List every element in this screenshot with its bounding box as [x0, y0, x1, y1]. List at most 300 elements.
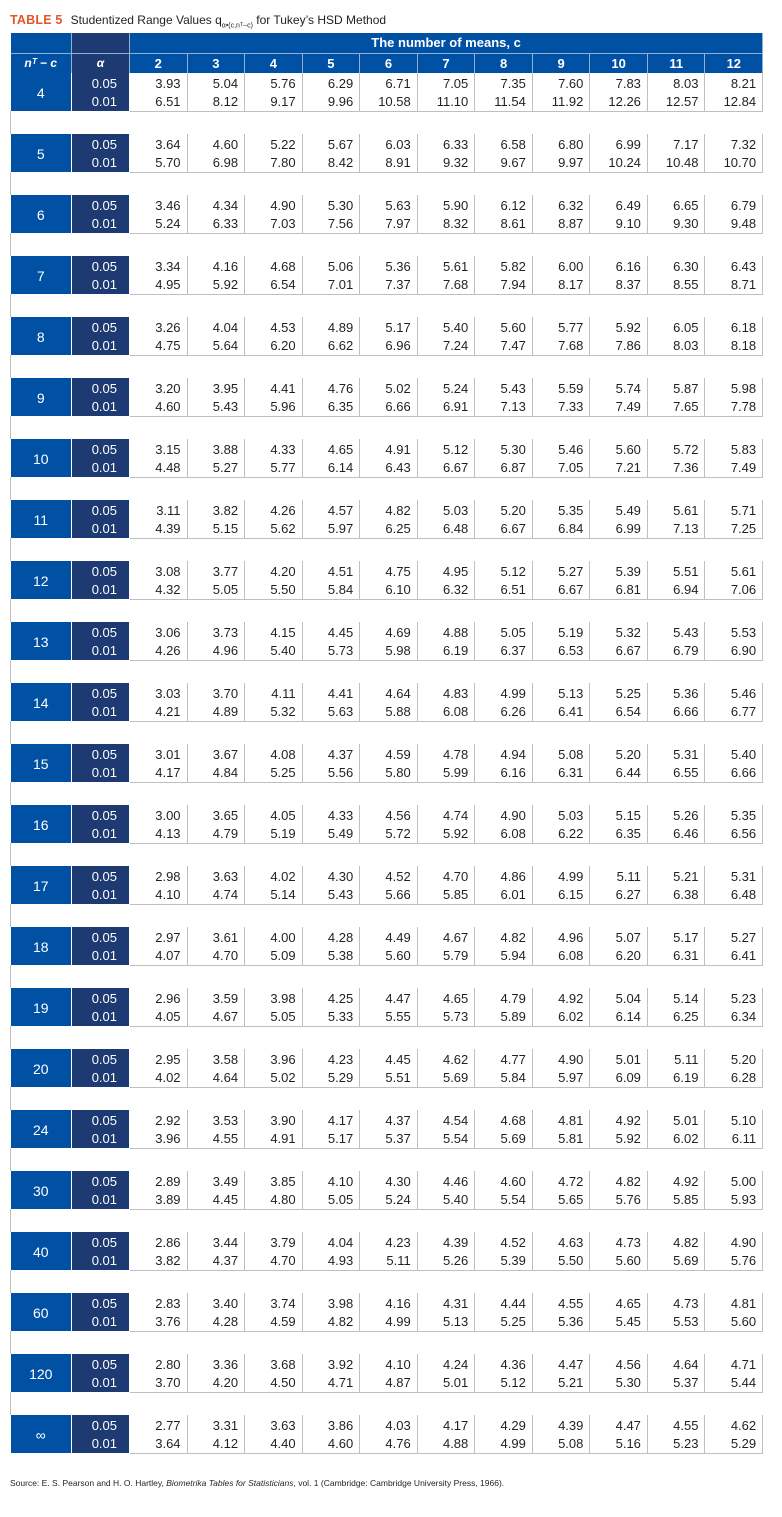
table-row — [11, 622, 763, 641]
q-value-cell: 7.05 — [417, 73, 475, 92]
q-value-cell: 3.46 — [130, 195, 188, 214]
q-value-cell: 4.67 — [417, 927, 475, 946]
q-value-cell: 5.92 — [417, 824, 475, 843]
q-value-cell: 7.17 — [647, 134, 705, 153]
q-value-cell: 9.67 — [475, 153, 533, 172]
q-value-cell: 3.67 — [187, 744, 245, 763]
q-value-cell: 4.99 — [532, 866, 590, 885]
column-header: 5 — [302, 53, 360, 73]
q-value-cell: 2.96 — [130, 988, 188, 1007]
q-value-cell: 11.92 — [532, 92, 590, 111]
q-value-cell: 5.23 — [705, 988, 763, 1007]
q-value-cell: 2.98 — [130, 866, 188, 885]
q-value-cell: 4.39 — [130, 519, 188, 538]
q-value-cell: 5.51 — [647, 561, 705, 580]
q-value-cell: 5.70 — [130, 153, 188, 172]
q-value-cell: 7.01 — [302, 275, 360, 294]
q-value-cell: 5.71 — [705, 500, 763, 519]
q-value-cell: 5.62 — [245, 519, 303, 538]
q-value-cell: 5.94 — [475, 946, 533, 965]
table-row — [11, 1049, 763, 1068]
alpha-value: 0.01 — [72, 1434, 130, 1453]
q-value-cell: 4.52 — [360, 866, 418, 885]
table-row — [11, 683, 763, 702]
q-value-cell: 4.91 — [360, 439, 418, 458]
q-value-cell: 5.08 — [532, 1434, 590, 1453]
table-row — [11, 1415, 763, 1434]
q-value-cell: 8.55 — [647, 275, 705, 294]
df-label: 20 — [11, 1049, 72, 1087]
q-value-cell: 3.64 — [130, 134, 188, 153]
q-value-cell: 2.86 — [130, 1232, 188, 1251]
q-value-cell: 6.98 — [187, 153, 245, 172]
alpha-value: 0.05 — [72, 744, 130, 763]
q-value-cell: 5.83 — [705, 439, 763, 458]
q-value-cell: 5.76 — [705, 1251, 763, 1270]
table-row — [11, 763, 763, 782]
spacer-cell — [11, 1331, 763, 1354]
q-value-cell: 3.63 — [245, 1415, 303, 1434]
q-value-cell: 3.61 — [187, 927, 245, 946]
q-value-cell: 6.16 — [475, 763, 533, 782]
row-header-label: nᵀ − c — [11, 53, 72, 73]
spacer-cell — [11, 1087, 763, 1110]
q-value-cell: 4.10 — [130, 885, 188, 904]
q-value-cell: 4.16 — [187, 256, 245, 275]
q-value-cell: 5.39 — [475, 1251, 533, 1270]
q-value-cell: 3.70 — [187, 683, 245, 702]
q-value-cell: 6.27 — [590, 885, 648, 904]
q-value-cell: 3.85 — [245, 1171, 303, 1190]
q-value-cell: 8.61 — [475, 214, 533, 233]
q-value-cell: 2.97 — [130, 927, 188, 946]
q-value-cell: 7.47 — [475, 336, 533, 355]
q-value-cell: 5.11 — [360, 1251, 418, 1270]
q-value-cell: 4.92 — [532, 988, 590, 1007]
q-value-cell: 5.20 — [705, 1049, 763, 1068]
alpha-value: 0.05 — [72, 866, 130, 885]
q-value-cell: 4.41 — [302, 683, 360, 702]
q-value-cell: 4.02 — [245, 866, 303, 885]
q-value-cell: 3.68 — [245, 1354, 303, 1373]
q-value-cell: 4.84 — [187, 763, 245, 782]
q-value-cell: 6.35 — [590, 824, 648, 843]
q-value-cell: 5.15 — [590, 805, 648, 824]
q-value-cell: 3.88 — [187, 439, 245, 458]
q-value-cell: 6.41 — [705, 946, 763, 965]
q-value-cell: 4.26 — [130, 641, 188, 660]
q-value-cell: 4.60 — [187, 134, 245, 153]
q-value-cell: 4.90 — [475, 805, 533, 824]
q-value-cell: 5.05 — [187, 580, 245, 599]
row-spacer — [11, 599, 763, 622]
q-value-cell: 5.65 — [532, 1190, 590, 1209]
q-value-cell: 8.03 — [647, 73, 705, 92]
alpha-value: 0.01 — [72, 1251, 130, 1270]
q-value-cell: 5.60 — [705, 1312, 763, 1331]
q-value-cell: 4.31 — [417, 1293, 475, 1312]
q-value-cell: 6.31 — [647, 946, 705, 965]
q-value-cell: 7.80 — [245, 153, 303, 172]
alpha-value: 0.01 — [72, 397, 130, 416]
q-value-cell: 5.46 — [532, 439, 590, 458]
q-value-cell: 4.20 — [187, 1373, 245, 1392]
q-value-cell: 5.66 — [360, 885, 418, 904]
spacer-cell — [11, 904, 763, 927]
q-value-cell: 4.44 — [475, 1293, 533, 1312]
table-row — [11, 1251, 763, 1270]
row-spacer — [11, 965, 763, 988]
q-value-cell: 8.71 — [705, 275, 763, 294]
table-row — [11, 214, 763, 233]
q-value-cell: 4.21 — [130, 702, 188, 721]
q-value-cell: 5.85 — [417, 885, 475, 904]
df-label: 60 — [11, 1293, 72, 1331]
q-value-cell: 3.96 — [130, 1129, 188, 1148]
q-value-cell: 7.24 — [417, 336, 475, 355]
q-value-cell: 6.58 — [475, 134, 533, 153]
q-value-cell: 10.24 — [590, 153, 648, 172]
q-value-cell: 6.43 — [360, 458, 418, 477]
q-value-cell: 4.11 — [245, 683, 303, 702]
q-value-cell: 2.95 — [130, 1049, 188, 1068]
q-value-cell: 5.99 — [417, 763, 475, 782]
table-title-subscript: α•(c,nᵀ−c) — [221, 22, 253, 30]
q-value-cell: 7.68 — [532, 336, 590, 355]
q-value-cell: 4.69 — [360, 622, 418, 641]
q-value-cell: 5.06 — [302, 256, 360, 275]
q-value-cell: 5.69 — [475, 1129, 533, 1148]
q-value-cell: 5.38 — [302, 946, 360, 965]
q-value-cell: 5.45 — [590, 1312, 648, 1331]
q-value-cell: 5.53 — [705, 622, 763, 641]
row-spacer — [11, 294, 763, 317]
q-value-cell: 4.17 — [130, 763, 188, 782]
q-value-cell: 8.18 — [705, 336, 763, 355]
q-value-cell: 7.35 — [475, 73, 533, 92]
q-value-cell: 2.89 — [130, 1171, 188, 1190]
q-value-cell: 6.05 — [647, 317, 705, 336]
q-value-cell: 5.17 — [360, 317, 418, 336]
q-value-cell: 4.39 — [417, 1232, 475, 1251]
df-label: 120 — [11, 1354, 72, 1392]
q-value-cell: 4.51 — [302, 561, 360, 580]
q-value-cell: 5.25 — [590, 683, 648, 702]
q-value-cell: 10.58 — [360, 92, 418, 111]
q-value-cell: 6.20 — [245, 336, 303, 355]
alpha-value: 0.01 — [72, 458, 130, 477]
spacer-cell — [11, 477, 763, 500]
column-header: 10 — [590, 53, 648, 73]
q-value-cell: 4.34 — [187, 195, 245, 214]
q-value-cell: 4.59 — [245, 1312, 303, 1331]
q-value-cell: 5.14 — [647, 988, 705, 1007]
q-value-cell: 5.13 — [532, 683, 590, 702]
alpha-value: 0.05 — [72, 561, 130, 580]
q-value-cell: 6.65 — [647, 195, 705, 214]
alpha-header-label: α — [72, 53, 130, 73]
q-value-cell: 5.40 — [245, 641, 303, 660]
q-value-cell: 3.82 — [187, 500, 245, 519]
q-value-cell: 6.99 — [590, 519, 648, 538]
q-value-cell: 4.79 — [187, 824, 245, 843]
row-spacer — [11, 660, 763, 683]
q-value-cell: 5.51 — [360, 1068, 418, 1087]
q-value-cell: 6.53 — [532, 641, 590, 660]
q-value-cell: 4.76 — [360, 1434, 418, 1453]
q-value-cell: 6.66 — [647, 702, 705, 721]
q-value-cell: 2.77 — [130, 1415, 188, 1434]
q-value-cell: 5.33 — [302, 1007, 360, 1026]
q-value-cell: 3.86 — [302, 1415, 360, 1434]
df-label: 7 — [11, 256, 72, 294]
q-value-cell: 5.67 — [302, 134, 360, 153]
q-value-cell: 4.49 — [360, 927, 418, 946]
table-row — [11, 561, 763, 580]
q-value-cell: 5.36 — [532, 1312, 590, 1331]
spacer-cell — [11, 843, 763, 866]
q-value-cell: 4.25 — [302, 988, 360, 1007]
spacer-cell — [11, 1026, 763, 1049]
q-value-cell: 4.81 — [705, 1293, 763, 1312]
q-value-cell: 4.12 — [187, 1434, 245, 1453]
q-value-cell: 4.04 — [187, 317, 245, 336]
column-header: 6 — [360, 53, 418, 73]
q-value-cell: 4.57 — [302, 500, 360, 519]
q-value-cell: 5.11 — [647, 1049, 705, 1068]
q-value-cell: 6.22 — [532, 824, 590, 843]
q-value-cell: 5.14 — [245, 885, 303, 904]
table-row — [11, 1293, 763, 1312]
q-value-cell: 5.61 — [705, 561, 763, 580]
header-row-span — [11, 33, 763, 53]
alpha-value: 0.01 — [72, 214, 130, 233]
q-value-cell: 5.31 — [705, 866, 763, 885]
df-label: 13 — [11, 622, 72, 660]
df-label: 8 — [11, 317, 72, 355]
row-spacer — [11, 1026, 763, 1049]
q-value-cell: 4.16 — [360, 1293, 418, 1312]
q-value-cell: 5.89 — [475, 1007, 533, 1026]
q-value-cell: 5.08 — [532, 744, 590, 763]
q-value-cell: 5.92 — [590, 1129, 648, 1148]
source-text: Source: E. S. Pearson and H. O. Hartley, — [10, 1478, 167, 1488]
q-value-cell: 4.00 — [245, 927, 303, 946]
q-value-cell: 3.70 — [130, 1373, 188, 1392]
q-value-cell: 4.82 — [647, 1232, 705, 1251]
q-value-cell: 4.70 — [187, 946, 245, 965]
q-value-cell: 2.92 — [130, 1110, 188, 1129]
row-spacer — [11, 111, 763, 134]
q-value-cell: 6.67 — [475, 519, 533, 538]
table-caption — [10, 10, 386, 30]
q-value-cell: 4.79 — [475, 988, 533, 1007]
table-row — [11, 1232, 763, 1251]
q-value-cell: 6.19 — [417, 641, 475, 660]
q-value-cell: 5.93 — [705, 1190, 763, 1209]
q-value-cell: 4.10 — [360, 1354, 418, 1373]
header-row-columns — [11, 53, 763, 73]
q-value-cell: 7.05 — [532, 458, 590, 477]
q-value-cell: 7.56 — [302, 214, 360, 233]
q-value-cell: 6.44 — [590, 763, 648, 782]
q-value-cell: 5.35 — [532, 500, 590, 519]
q-value-cell: 5.44 — [705, 1373, 763, 1392]
q-value-cell: 5.43 — [302, 885, 360, 904]
q-value-cell: 6.31 — [532, 763, 590, 782]
q-value-cell: 7.32 — [705, 134, 763, 153]
q-value-cell: 3.90 — [245, 1110, 303, 1129]
q-value-cell: 5.21 — [532, 1373, 590, 1392]
table-row — [11, 1068, 763, 1087]
q-value-cell: 6.28 — [705, 1068, 763, 1087]
q-value-cell: 4.94 — [475, 744, 533, 763]
q-value-cell: 6.51 — [475, 580, 533, 599]
table-row — [11, 256, 763, 275]
q-value-cell: 5.97 — [302, 519, 360, 538]
row-spacer — [11, 477, 763, 500]
studentized-range-table — [10, 33, 762, 1454]
q-value-cell: 8.12 — [187, 92, 245, 111]
df-label: 14 — [11, 683, 72, 721]
table-row — [11, 92, 763, 111]
q-value-cell: 8.87 — [532, 214, 590, 233]
q-value-cell: 4.99 — [475, 683, 533, 702]
spacer-cell — [11, 111, 763, 134]
q-value-cell: 4.77 — [475, 1049, 533, 1068]
q-value-cell: 4.36 — [475, 1354, 533, 1373]
q-value-cell: 4.95 — [417, 561, 475, 580]
q-value-cell: 6.48 — [705, 885, 763, 904]
q-value-cell: 9.10 — [590, 214, 648, 233]
q-value-cell: 5.73 — [302, 641, 360, 660]
q-value-cell: 8.17 — [532, 275, 590, 294]
q-value-cell: 4.37 — [360, 1110, 418, 1129]
q-value-cell: 4.23 — [360, 1232, 418, 1251]
df-label: 4 — [11, 73, 72, 111]
alpha-value: 0.01 — [72, 92, 130, 111]
table-row — [11, 1190, 763, 1209]
q-value-cell: 5.37 — [647, 1373, 705, 1392]
q-value-cell: 4.87 — [360, 1373, 418, 1392]
table-row — [11, 946, 763, 965]
q-value-cell: 4.70 — [417, 866, 475, 885]
q-value-cell: 5.20 — [590, 744, 648, 763]
q-value-cell: 4.71 — [705, 1354, 763, 1373]
q-value-cell: 7.94 — [475, 275, 533, 294]
q-value-cell: 6.33 — [417, 134, 475, 153]
q-value-cell: 7.03 — [245, 214, 303, 233]
q-value-cell: 5.80 — [360, 763, 418, 782]
q-value-cell: 4.30 — [360, 1171, 418, 1190]
q-value-cell: 5.90 — [417, 195, 475, 214]
q-value-cell: 4.68 — [475, 1110, 533, 1129]
alpha-value: 0.05 — [72, 317, 130, 336]
q-value-cell: 6.02 — [532, 1007, 590, 1026]
q-value-cell: 5.72 — [647, 439, 705, 458]
q-value-cell: 12.84 — [705, 92, 763, 111]
alpha-value: 0.05 — [72, 1354, 130, 1373]
q-value-cell: 4.10 — [302, 1171, 360, 1190]
q-value-cell: 4.45 — [302, 622, 360, 641]
q-value-cell: 4.80 — [245, 1190, 303, 1209]
q-value-cell: 5.53 — [647, 1312, 705, 1331]
alpha-value: 0.01 — [72, 336, 130, 355]
q-value-cell: 4.95 — [130, 275, 188, 294]
q-value-cell: 5.05 — [475, 622, 533, 641]
q-value-cell: 5.21 — [647, 866, 705, 885]
q-value-cell: 4.26 — [245, 500, 303, 519]
q-value-cell: 6.67 — [417, 458, 475, 477]
table-row — [11, 378, 763, 397]
q-value-cell: 5.63 — [302, 702, 360, 721]
q-value-cell: 6.18 — [705, 317, 763, 336]
q-value-cell: 5.98 — [705, 378, 763, 397]
df-label: 5 — [11, 134, 72, 172]
q-value-cell: 5.77 — [532, 317, 590, 336]
q-value-cell: 5.84 — [302, 580, 360, 599]
q-value-cell: 4.99 — [360, 1312, 418, 1331]
q-value-cell: 6.54 — [590, 702, 648, 721]
q-value-cell: 4.71 — [302, 1373, 360, 1392]
q-value-cell: 4.45 — [187, 1190, 245, 1209]
q-value-cell: 3.40 — [187, 1293, 245, 1312]
q-value-cell: 6.46 — [647, 824, 705, 843]
df-label: 11 — [11, 500, 72, 538]
q-value-cell: 9.32 — [417, 153, 475, 172]
q-value-cell: 11.54 — [475, 92, 533, 111]
q-value-cell: 6.96 — [360, 336, 418, 355]
df-label: 12 — [11, 561, 72, 599]
q-value-cell: 5.29 — [705, 1434, 763, 1453]
alpha-value: 0.01 — [72, 153, 130, 172]
df-label: 18 — [11, 927, 72, 965]
q-value-cell: 5.54 — [417, 1129, 475, 1148]
df-label: ∞ — [11, 1415, 72, 1453]
q-value-cell: 3.00 — [130, 805, 188, 824]
q-value-cell: 5.19 — [245, 824, 303, 843]
q-value-cell: 5.05 — [302, 1190, 360, 1209]
alpha-value: 0.05 — [72, 1293, 130, 1312]
q-value-cell: 5.92 — [590, 317, 648, 336]
q-value-cell: 4.88 — [417, 1434, 475, 1453]
df-label: 10 — [11, 439, 72, 477]
row-spacer — [11, 416, 763, 439]
q-value-cell: 3.20 — [130, 378, 188, 397]
q-value-cell: 5.16 — [590, 1434, 648, 1453]
q-value-cell: 5.07 — [590, 927, 648, 946]
q-value-cell: 5.43 — [475, 378, 533, 397]
q-value-cell: 6.15 — [532, 885, 590, 904]
alpha-value: 0.01 — [72, 1007, 130, 1026]
q-value-cell: 3.36 — [187, 1354, 245, 1373]
q-value-cell: 5.24 — [130, 214, 188, 233]
q-value-cell: 6.08 — [417, 702, 475, 721]
q-value-cell: 6.84 — [532, 519, 590, 538]
table-row — [11, 195, 763, 214]
q-value-cell: 5.43 — [647, 622, 705, 641]
alpha-value: 0.05 — [72, 439, 130, 458]
q-value-cell: 5.05 — [245, 1007, 303, 1026]
q-value-cell: 5.60 — [360, 946, 418, 965]
q-value-cell: 4.76 — [302, 378, 360, 397]
q-value-cell: 12.26 — [590, 92, 648, 111]
q-value-cell: 5.00 — [705, 1171, 763, 1190]
q-value-cell: 4.63 — [532, 1232, 590, 1251]
table-row — [11, 824, 763, 843]
q-value-cell: 5.27 — [705, 927, 763, 946]
row-spacer — [11, 1087, 763, 1110]
